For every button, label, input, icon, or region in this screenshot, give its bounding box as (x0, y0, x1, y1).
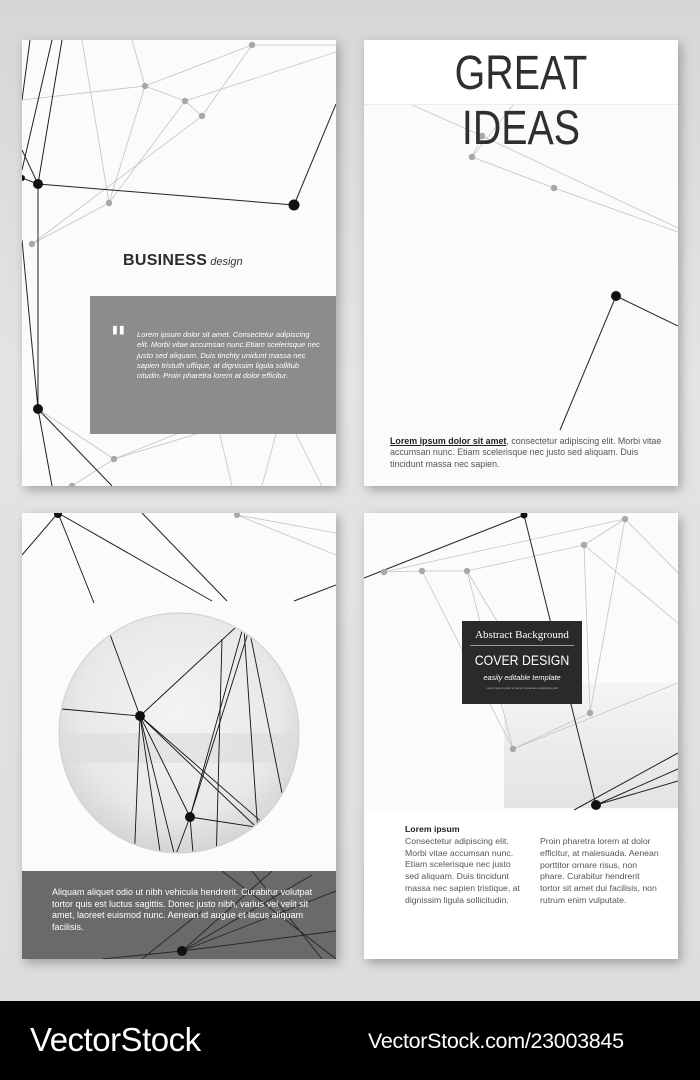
page2-rest-text: , consectetur adipiscing elit. Morbi vitae accumsan nunc. Etiam scelerisque nec justo sed aliquam. Duis tincidunt massa nec sapien. (390, 436, 662, 469)
vectorstock-logo: VectorStock (30, 1021, 201, 1058)
brochure-page-circle (22, 513, 336, 959)
quote-mark-icon: " (110, 319, 127, 357)
business-subtitle: design (210, 256, 243, 268)
brochure-page-great-ideas (364, 40, 678, 486)
editable-template-subtitle: easily editable template (483, 673, 561, 682)
quote-text: Lorem ipsum dolor sit amet. Consectetur adipiscing elit. Morbi vitae accumsan nunc.Etiam scelerisque nec justo sed aliquam. Duis tinchty unidunt massa nec sapien tristuth uffique, at dignissim ligula sollitub citudin. Proin pharetra lorem at dolor efficitur. (137, 330, 320, 381)
label-divider (470, 645, 574, 646)
business-title: BUSINESS (123, 252, 208, 269)
dark-text-band (22, 871, 336, 959)
quote-box (90, 296, 336, 434)
text-column-left (405, 824, 525, 907)
text-column-right (540, 836, 660, 907)
great-ideas-title: GREAT IDEAS (454, 47, 588, 155)
column-left-text: Consectetur adipiscing elit. Morbi vitae accumsan nunc. Etiam scelerisque nec justo sed aliquam. Duis tincidunt massa nec sapien tristique, at dignissim ligula sollicitudin. (405, 835, 520, 905)
column-heading: Lorem ipsum (405, 824, 460, 834)
brochure-page-cover-design (364, 513, 678, 959)
abstract-background-title: Abstract Background (475, 629, 569, 641)
business-heading (123, 252, 243, 270)
circle-panel (22, 603, 336, 871)
page2-bold-text: Lorem ipsum dolor sit amet (390, 436, 507, 446)
great-ideas-header (364, 40, 678, 155)
watermark-footer (0, 1001, 700, 1080)
image-id-text: VectorStock.com/23003845 (368, 1029, 624, 1053)
cover-label-panel (462, 621, 582, 704)
tiny-caption-text: Lorem ipsum dolor sit amet consectetur adipiscing elit (486, 686, 558, 690)
page3-body-text: Aliquam aliquet odio ut nibh vehicula hendrerit. Curabitur volutpat tortor quis est luctus sagittis. Donec justo nibh, varius vel velit sit amet, laoreet euismod nunc. Aenean id augue et lacus aliquam facilisis. (52, 887, 313, 932)
cover-design-title: COVER DESIGN (474, 652, 570, 668)
text-columns-panel (364, 810, 678, 959)
circle-network-graphic (22, 603, 336, 871)
column-right-text: Proin pharetra lorem at dolor efficitur, at malesuada. Aenean porttitor ornare risus, non phare. Curabitur hendrerit tortor sit amet dui facilisis, non rutrum enim vulputate. (540, 836, 659, 905)
brochure-page-business (22, 40, 336, 486)
page2-body-text (390, 436, 662, 470)
